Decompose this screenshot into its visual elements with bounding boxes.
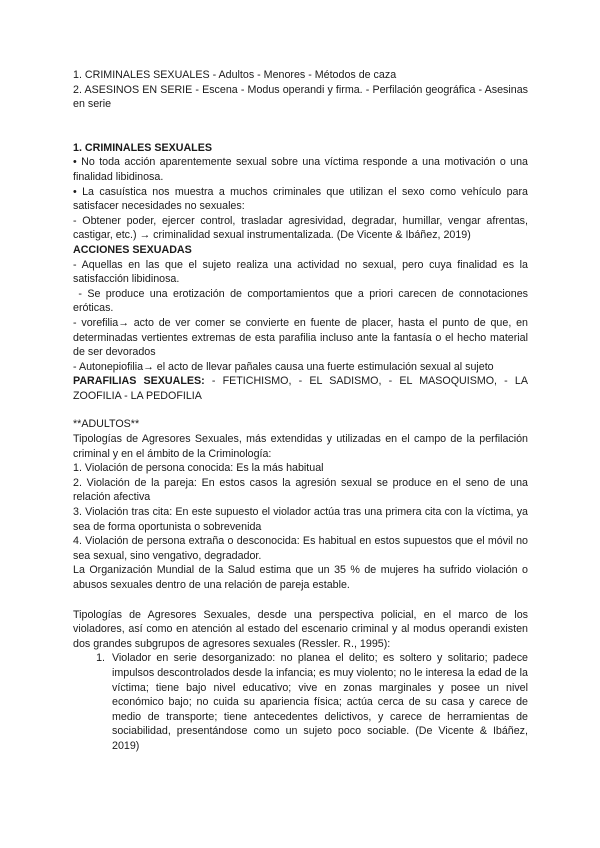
toc-line-2: 2. ASESINOS EN SERIE - Escena - Modus operandi y firma. - Perfilación geográfica - Asesinas en serie xyxy=(73,83,528,111)
adultos-intro: Tipologías de Agresores Sexuales, más extendidas y utilizadas en el campo de la perfilación criminal y en el ámbito de la Criminología: xyxy=(73,433,528,460)
acciones-item-vorefilia: - vorefilia→ acto de ver comer se convierte en fuente de placer, hasta el punto de que, en determinadas vertientes extremas de esta parafilia incluso ante la fantasía o el hecho material de ser devorados xyxy=(73,316,528,359)
document-page xyxy=(73,68,531,754)
parafilias-text: - FETICHISMO, - EL SADISMO, - EL MASOQUISMO, - LA ZOOFILIA - LA PEDOFILIA xyxy=(73,375,528,402)
section-heading-adultos: **ADULTOS** xyxy=(73,418,140,431)
tipologia-4: 4. Violación de persona extraña o desconocida: Es habitual en estos supuestos que el móvil no sea sexual, sino vengativo, degradador. xyxy=(73,535,528,562)
tipologia-3: 3. Violación tras cita: En este supuesto el violador actúa tras una primera cita con la víctima, ya sea de forma oportunista o sobrevenida xyxy=(73,506,528,533)
policial-list xyxy=(73,651,528,753)
section-heading-acciones-sexuadas: ACCIONES SEXUADAS xyxy=(73,243,192,256)
list-item: 1. Violador en serie desorganizado: no planea el delito; es soltero y solitario; padece impulsos descontrolados desde la infancia; es muy violento; no le interesa la edad de la víctima; tiene bajo nivel educativo; vive en zonas marginales y posee un nivel económico bajo; no cuida su apariencia física; actúa cerca de su casa y carece de medio de transporte; tiene antecedentes delictivos, y carece de herramientas de sociabilidad, presentándose como un sujeto poco sociable. (De Vicente & Ibáñez, 2019) xyxy=(108,651,528,753)
acciones-item-2: - Se produce una erotización de comportamientos que a priori carecen de connotaciones eróticas. xyxy=(73,287,531,315)
paragraph-motivacion: • No toda acción aparentemente sexual sobre una víctima responde a una motivación o una finalidad libidinosa. xyxy=(73,156,528,183)
tipologia-2: 2. Violación de la pareja: En estos casos la agresión sexual se produce en el seno de una relación afectiva xyxy=(73,476,528,504)
paragraph-casuistica: • La casuística nos muestra a muchos criminales que utilizan el sexo como vehículo para satisfacer necesidades no sexuales: xyxy=(73,185,528,213)
acciones-item-autonepiofilia: - Autonepiofilia→ el acto de llevar pañales causa una fuerte estimulación sexual al sujeto xyxy=(73,360,494,373)
tipologia-1: 1. Violación de persona conocida: Es la más habitual xyxy=(73,462,324,475)
oms-paragraph: La Organización Mundial de la Salud estima que un 35 % de mujeres ha sufrido violación o abusos sexuales dentro de una relación de pareja estable. xyxy=(73,564,528,591)
policial-intro: Tipologías de Agresores Sexuales, desde una perspectiva policial, en el marco de los violadores, así como en atención al estado del escenario criminal y al modus operandi existen dos grandes subgrupos de agresores sexuales (Ressler. R., 1995): xyxy=(73,608,528,650)
parafilias-paragraph xyxy=(73,374,528,403)
acciones-item-1: - Aquellas en las que el sujeto realiza una actividad no sexual, pero cuya finalidad es la satisfacción libidinosa. xyxy=(73,258,528,286)
toc-line-1: 1. CRIMINALES SEXUALES - Adultos - Menores - Métodos de caza xyxy=(73,69,397,81)
section-heading-criminales-sexuales: 1. CRIMINALES SEXUALES xyxy=(73,141,212,154)
paragraph-obtener-poder: - Obtener poder, ejercer control, trasladar agresividad, degradar, humillar, vengar afrentas, castigar, etc.) → criminalidad sexual instrumentalizada. (De Vicente & Ibáñez, 2019) xyxy=(73,214,528,242)
parafilias-label: PARAFILIAS SEXUALES: xyxy=(73,375,205,388)
